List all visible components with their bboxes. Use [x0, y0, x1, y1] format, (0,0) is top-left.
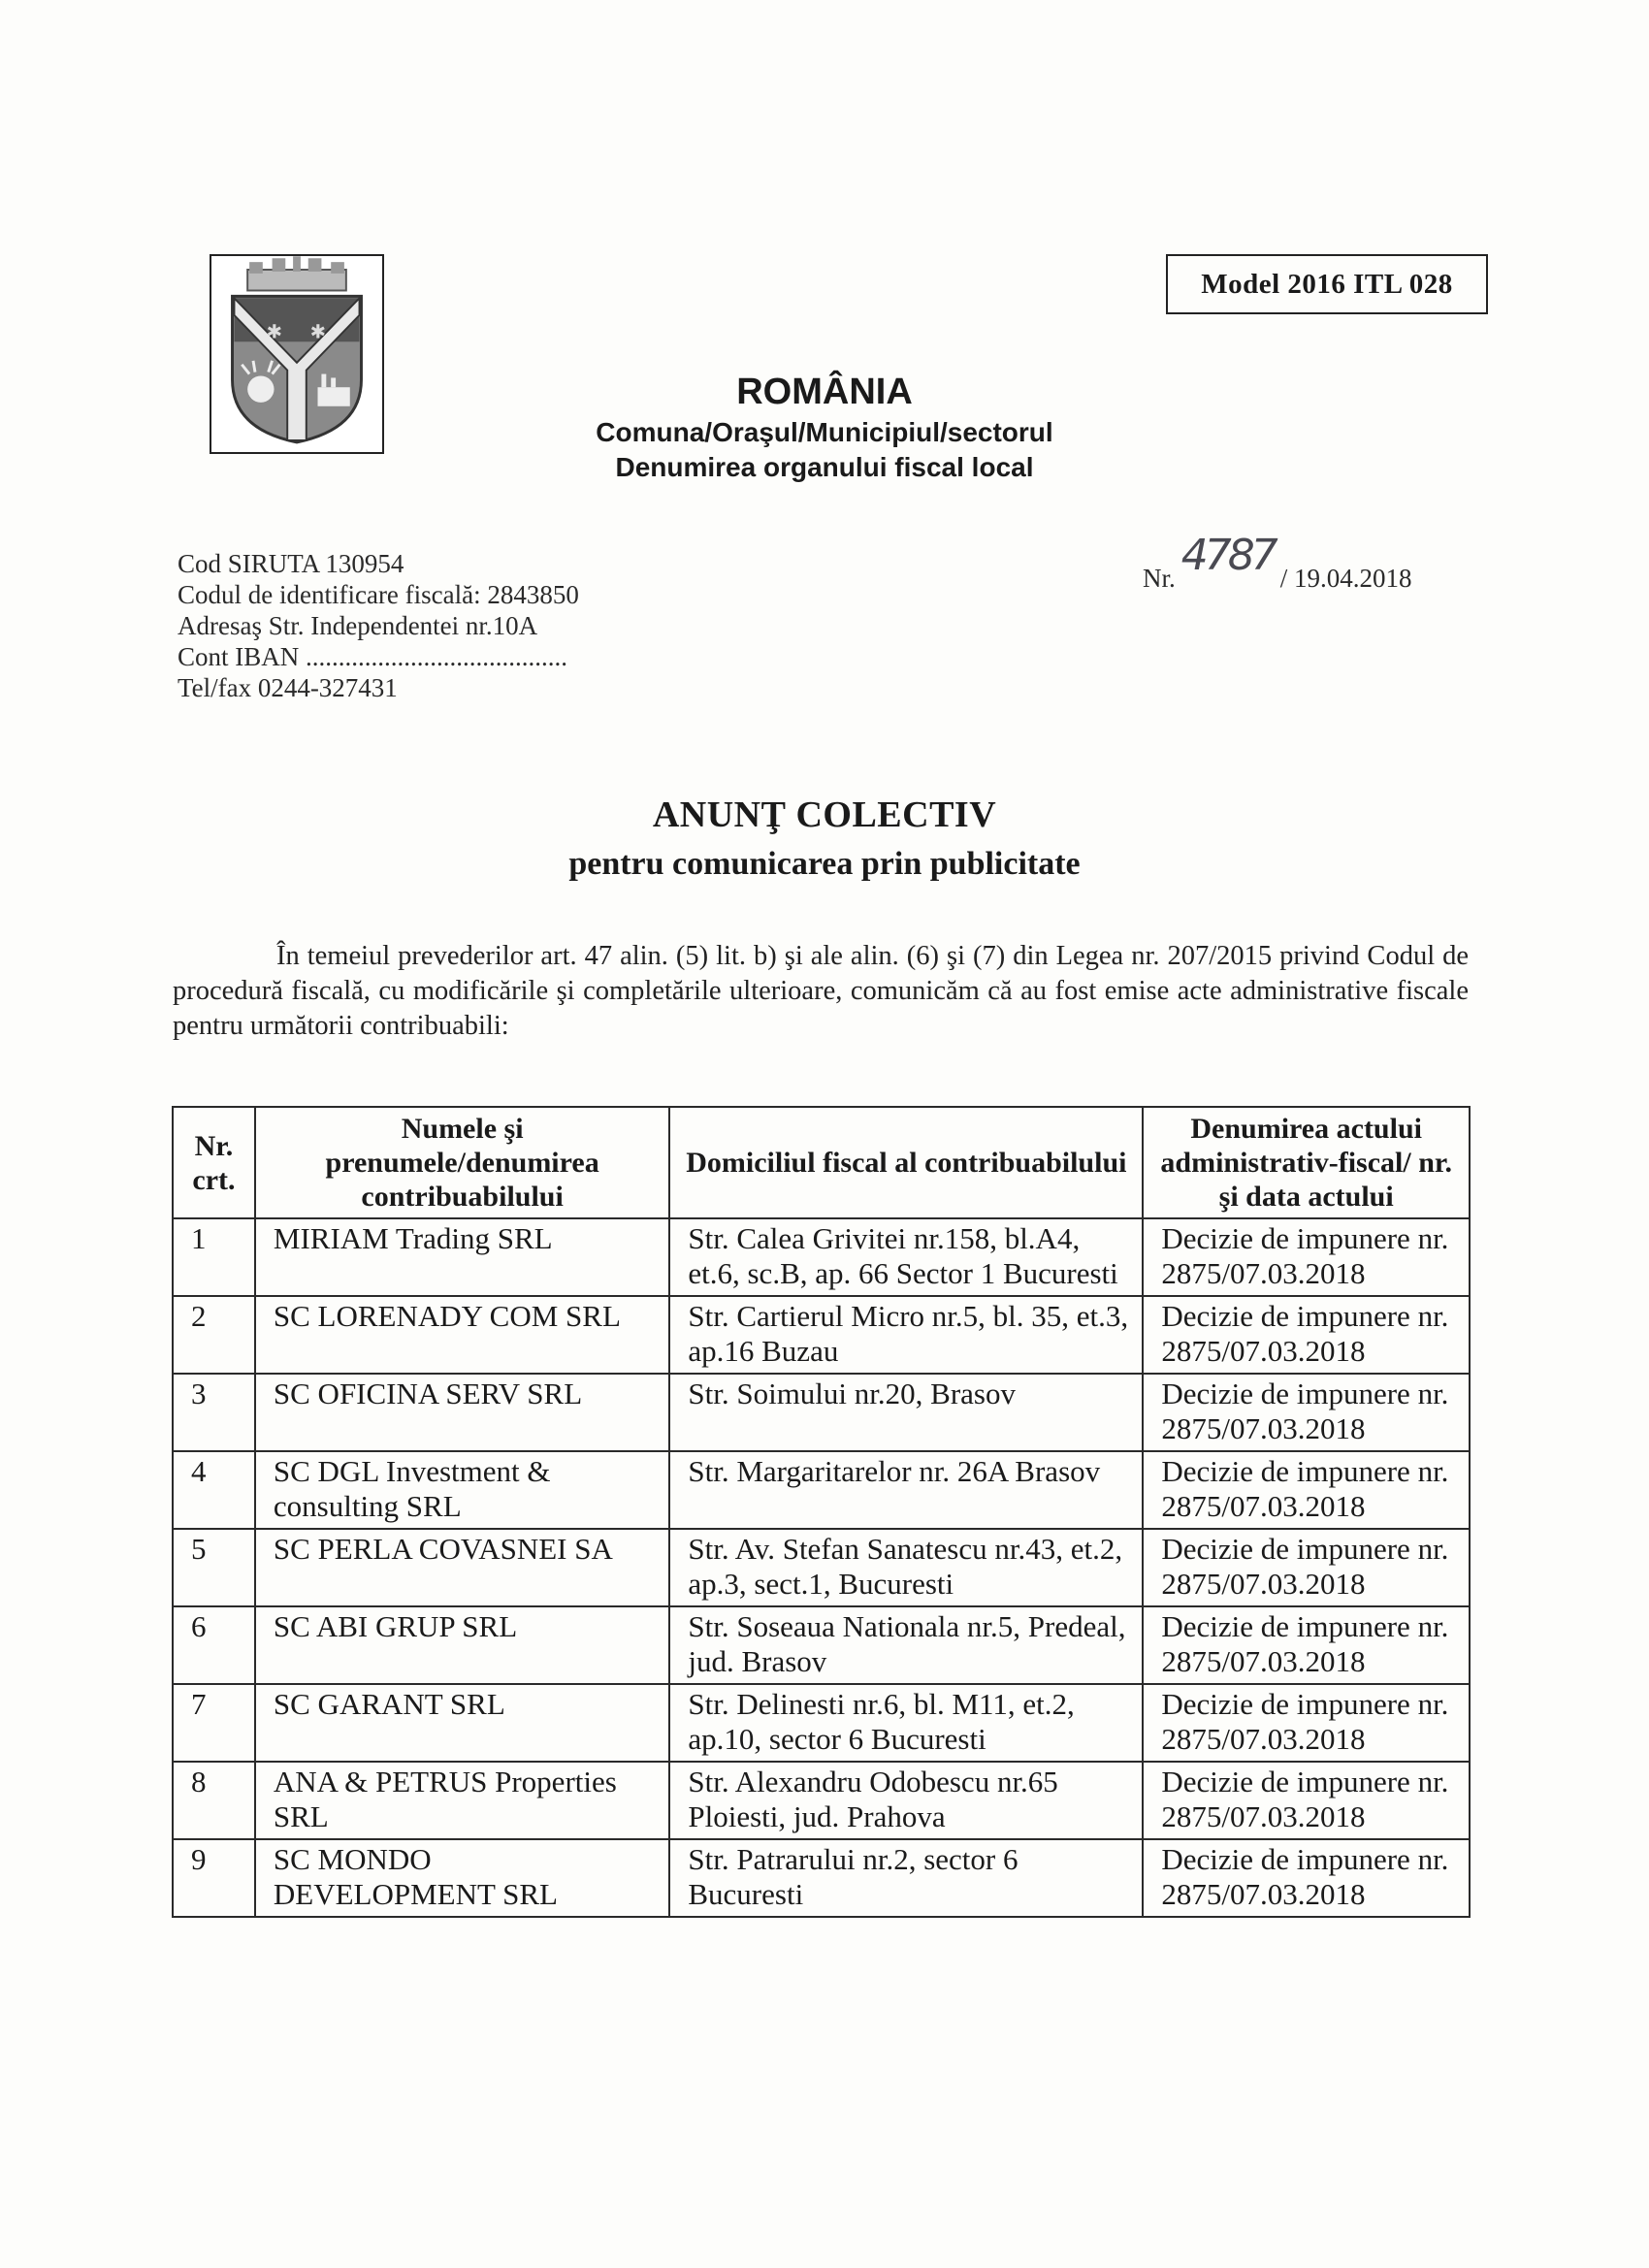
row-name: SC GARANT SRL: [255, 1684, 669, 1762]
row-address: Str. Delinesti nr.6, bl. M11, et.2, ap.10, sector 6 Bucuresti: [669, 1684, 1143, 1762]
table-header-row: [173, 1107, 1470, 1218]
row-nr: 4: [173, 1451, 255, 1529]
document-date: / 19.04.2018: [1279, 564, 1412, 593]
announcement-subtitle: pentru comunicarea prin publicitate: [568, 846, 1081, 882]
table-row: [173, 1374, 1470, 1451]
row-address: Str. Patrarului nr.2, sector 6 Bucuresti: [669, 1839, 1143, 1917]
table-row: [173, 1218, 1470, 1296]
row-address: Str. Alexandru Odobescu nr.65 Ploiesti, jud. Prahova: [669, 1762, 1143, 1839]
model-code: Model 2016 ITL 028: [1201, 268, 1453, 300]
table-row: [173, 1606, 1470, 1684]
authority-line: Comuna/Oraşul/Municipiul/sectorul: [596, 417, 1053, 447]
row-act: Decizie de impunere nr. 2875/07.03.2018: [1143, 1529, 1470, 1606]
row-name: SC MONDO DEVELOPMENT SRL: [255, 1839, 669, 1917]
row-act: Decizie de impunere nr. 2875/07.03.2018: [1143, 1684, 1470, 1762]
fiscal-id: Codul de identificare fiscală: 2843850: [178, 580, 579, 609]
fiscal-body-line: Denumirea organului fiscal local: [615, 452, 1034, 482]
row-address: Str. Soimului nr.20, Brasov: [669, 1374, 1143, 1451]
row-act: Decizie de impunere nr. 2875/07.03.2018: [1143, 1839, 1470, 1917]
coat-of-arms: [210, 254, 384, 454]
row-act: Decizie de impunere nr. 2875/07.03.2018: [1143, 1218, 1470, 1296]
siruta-code: Cod SIRUTA 130954: [178, 549, 404, 578]
document-number: [1143, 531, 1412, 598]
table-row: [173, 1839, 1470, 1917]
row-address: Str. Margaritarelor nr. 26A Brasov: [669, 1451, 1143, 1529]
row-nr: 2: [173, 1296, 255, 1374]
phone-fax: Tel/fax 0244-327431: [178, 673, 398, 702]
coat-of-arms-icon: [211, 256, 382, 452]
header-act: Denumirea actului administrativ-fiscal/ nr. şi data actului: [1143, 1107, 1470, 1218]
table-row: [173, 1296, 1470, 1374]
address: Adresaş Str. Independentei nr.10A: [178, 611, 538, 640]
row-name: SC OFICINA SERV SRL: [255, 1374, 669, 1451]
issuer-info: [178, 548, 579, 703]
row-nr: 1: [173, 1218, 255, 1296]
row-name: SC DGL Investment & consulting SRL: [255, 1451, 669, 1529]
row-address: Str. Calea Grivitei nr.158, bl.A4, et.6, sc.B, ap. 66 Sector 1 Bucuresti: [669, 1218, 1143, 1296]
row-act: Decizie de impunere nr. 2875/07.03.2018: [1143, 1451, 1470, 1529]
row-nr: 6: [173, 1606, 255, 1684]
announcement-title: ANUNŢ COLECTIV: [652, 794, 997, 835]
header-name: Numele şi prenumele/denumirea contribuabilului: [255, 1107, 669, 1218]
iban: Cont IBAN ........................................: [178, 642, 568, 671]
row-act: Decizie de impunere nr. 2875/07.03.2018: [1143, 1374, 1470, 1451]
taxpayers-table: [172, 1106, 1471, 1918]
intro-text: În temeiul prevederilor art. 47 alin. (5) lit. b) şi ale alin. (6) şi (7) din Legea nr. 207/2015 privind Codul de procedură fiscală, cu modificările şi completările ulterioare, comunicăm că au fost emise acte administrative fiscale pentru următorii contribuabili:: [173, 941, 1469, 1041]
row-act: Decizie de impunere nr. 2875/07.03.2018: [1143, 1762, 1470, 1839]
issuer-header: [485, 369, 1164, 485]
table-row: [173, 1684, 1470, 1762]
table-row: [173, 1451, 1470, 1529]
row-name: MIRIAM Trading SRL: [255, 1218, 669, 1296]
row-address: Str. Cartierul Micro nr.5, bl. 35, et.3, ap.16 Buzau: [669, 1296, 1143, 1374]
row-address: Str. Soseaua Nationala nr.5, Predeal, jud. Brasov: [669, 1606, 1143, 1684]
row-name: ANA & PETRUS Properties SRL: [255, 1762, 669, 1839]
document-number-prefix: Nr.: [1143, 564, 1176, 593]
model-code-box: [1166, 254, 1488, 314]
country-name: ROMÂNIA: [736, 372, 913, 412]
intro-paragraph: [173, 939, 1469, 1044]
row-nr: 3: [173, 1374, 255, 1451]
header-nr: Nr. crt.: [173, 1107, 255, 1218]
row-name: SC ABI GRUP SRL: [255, 1606, 669, 1684]
table-row: [173, 1762, 1470, 1839]
row-name: SC PERLA COVASNEI SA: [255, 1529, 669, 1606]
row-act: Decizie de impunere nr. 2875/07.03.2018: [1143, 1606, 1470, 1684]
row-nr: 9: [173, 1839, 255, 1917]
handwritten-number: 4787: [1180, 531, 1275, 580]
row-nr: 5: [173, 1529, 255, 1606]
header-address: Domiciliul fiscal al contribuabilului: [669, 1107, 1143, 1218]
row-act: Decizie de impunere nr. 2875/07.03.2018: [1143, 1296, 1470, 1374]
svg-text:✱: ✱: [309, 320, 327, 343]
table-row: [173, 1529, 1470, 1606]
row-nr: 7: [173, 1684, 255, 1762]
row-name: SC LORENADY COM SRL: [255, 1296, 669, 1374]
svg-text:✱: ✱: [266, 320, 283, 343]
row-address: Str. Av. Stefan Sanatescu nr.43, et.2, ap.3, sect.1, Bucuresti: [669, 1529, 1143, 1606]
row-nr: 8: [173, 1762, 255, 1839]
